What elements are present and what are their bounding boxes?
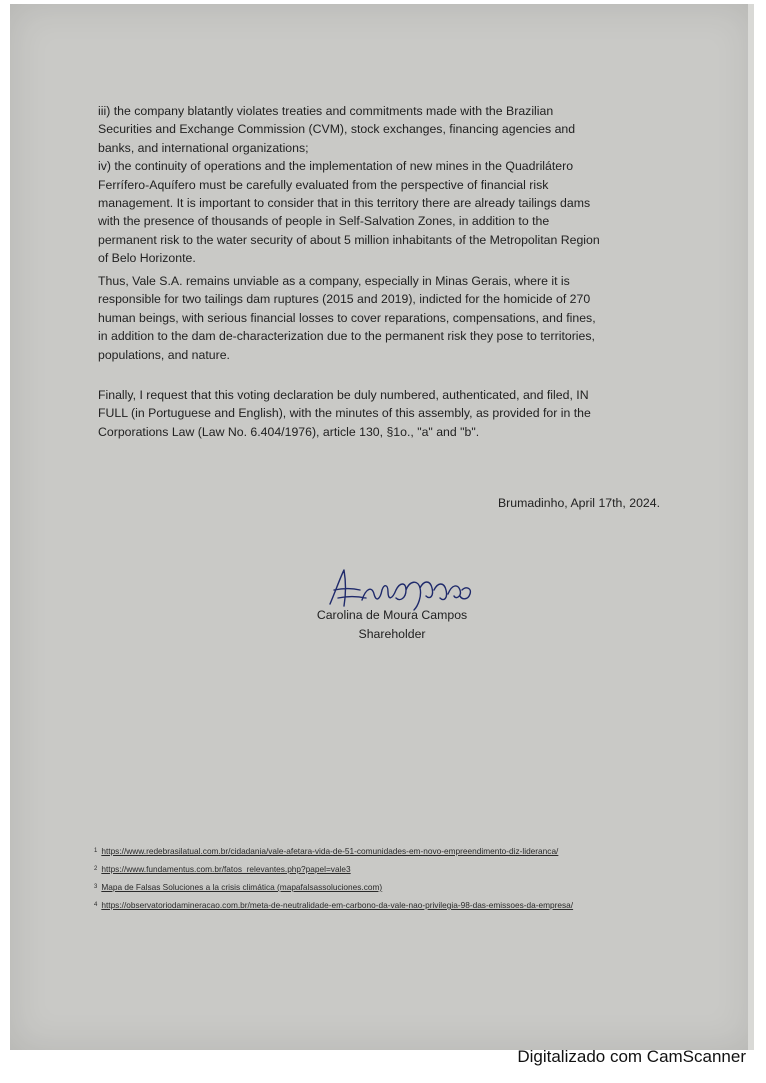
text-line: Corporations Law (Law No. 6.404/1976), article 130, §1o., "a" and "b". [98,424,480,439]
footnote-link[interactable]: https://www.redebrasilatual.com.br/cidadania/vale-afetara-vida-de-51-comunidades-em-novo-empreendimento-diz-lideranca/ [101,846,559,856]
footnote-link[interactable]: https://www.fundamentus.com.br/fatos_relevantes.php?papel=vale3 [101,864,351,874]
footnote-4 [94,900,694,911]
footnote-number: 4 [94,902,98,908]
footnote-number: 3 [94,884,98,890]
text-line: populations, and nature. [98,347,230,362]
scanner-watermark: Digitalizado com CamScanner [517,1047,746,1066]
signer-name: Carolina de Moura Campos [316,608,468,622]
footnote-2 [94,864,694,875]
place-and-date: Brumadinho, April 17th, 2024. [497,496,660,510]
footnote-number: 2 [94,866,98,872]
text-line: iv) the continuity of operations and the implementation of new mines in the Quadrilátero [98,159,574,174]
scanned-page [10,4,754,1050]
text-line: permanent risk to the water security of about 5 million inhabitants of the Metropolitan Region [98,232,600,247]
footnote-1 [94,846,694,857]
text-line: of Belo Horizonte. [98,251,196,266]
footnote-3 [94,882,694,893]
text-line: Finally, I request that this voting declaration be duly numbered, authenticated, and filed, IN [98,388,589,402]
text-line: banks, and international organizations; [98,140,309,155]
paragraph-request [98,386,682,441]
paragraph-conclusion [98,272,682,364]
text-line: Thus, Vale S.A. remains unviable as a company, especially in Minas Gerais, where it is [98,274,570,288]
footnote-number: 1 [94,848,98,854]
page-edge-shadow [748,4,754,1050]
text-line: with the presence of thousands of people in Self-Salvation Zones, in addition to the [98,214,550,229]
footnote-link[interactable]: https://observatoriodamineracao.com.br/meta-de-neutralidade-em-carbono-da-vale-nao-privilegia-98-das-emissoes-da-empresa/ [101,900,574,910]
paragraph-conditions [98,102,682,268]
text-line: human beings, with serious financial losses to cover reparations, compensations, and fines, [98,310,596,325]
text-line: Securities and Exchange Commission (CVM), stock exchanges, financing agencies and [98,122,576,137]
signer-role: Shareholder [358,627,426,641]
text-line: FULL (in Portuguese and English), with the minutes of this assembly, as provided for in the [98,406,591,421]
text-line: management. It is important to consider that in this territory there are already tailings dams [98,196,591,211]
footnote-link[interactable]: Mapa de Falsas Soluciones a la crisis climática (mapafalsassoluciones.com) [101,882,383,892]
text-line: iii) the company blatantly violates treaties and commitments made with the Brazilian [98,104,554,118]
footnotes [94,846,694,918]
text-line: responsible for two tailings dam ruptures (2015 and 2019), indicted for the homicide of 270 [98,292,591,307]
text-line: Ferrífero-Aquífero must be carefully evaluated from the perspective of financial risk [98,177,549,192]
text-line: in addition to the dam de-characterization due to the permanent risk they pose to territories, [98,329,595,344]
